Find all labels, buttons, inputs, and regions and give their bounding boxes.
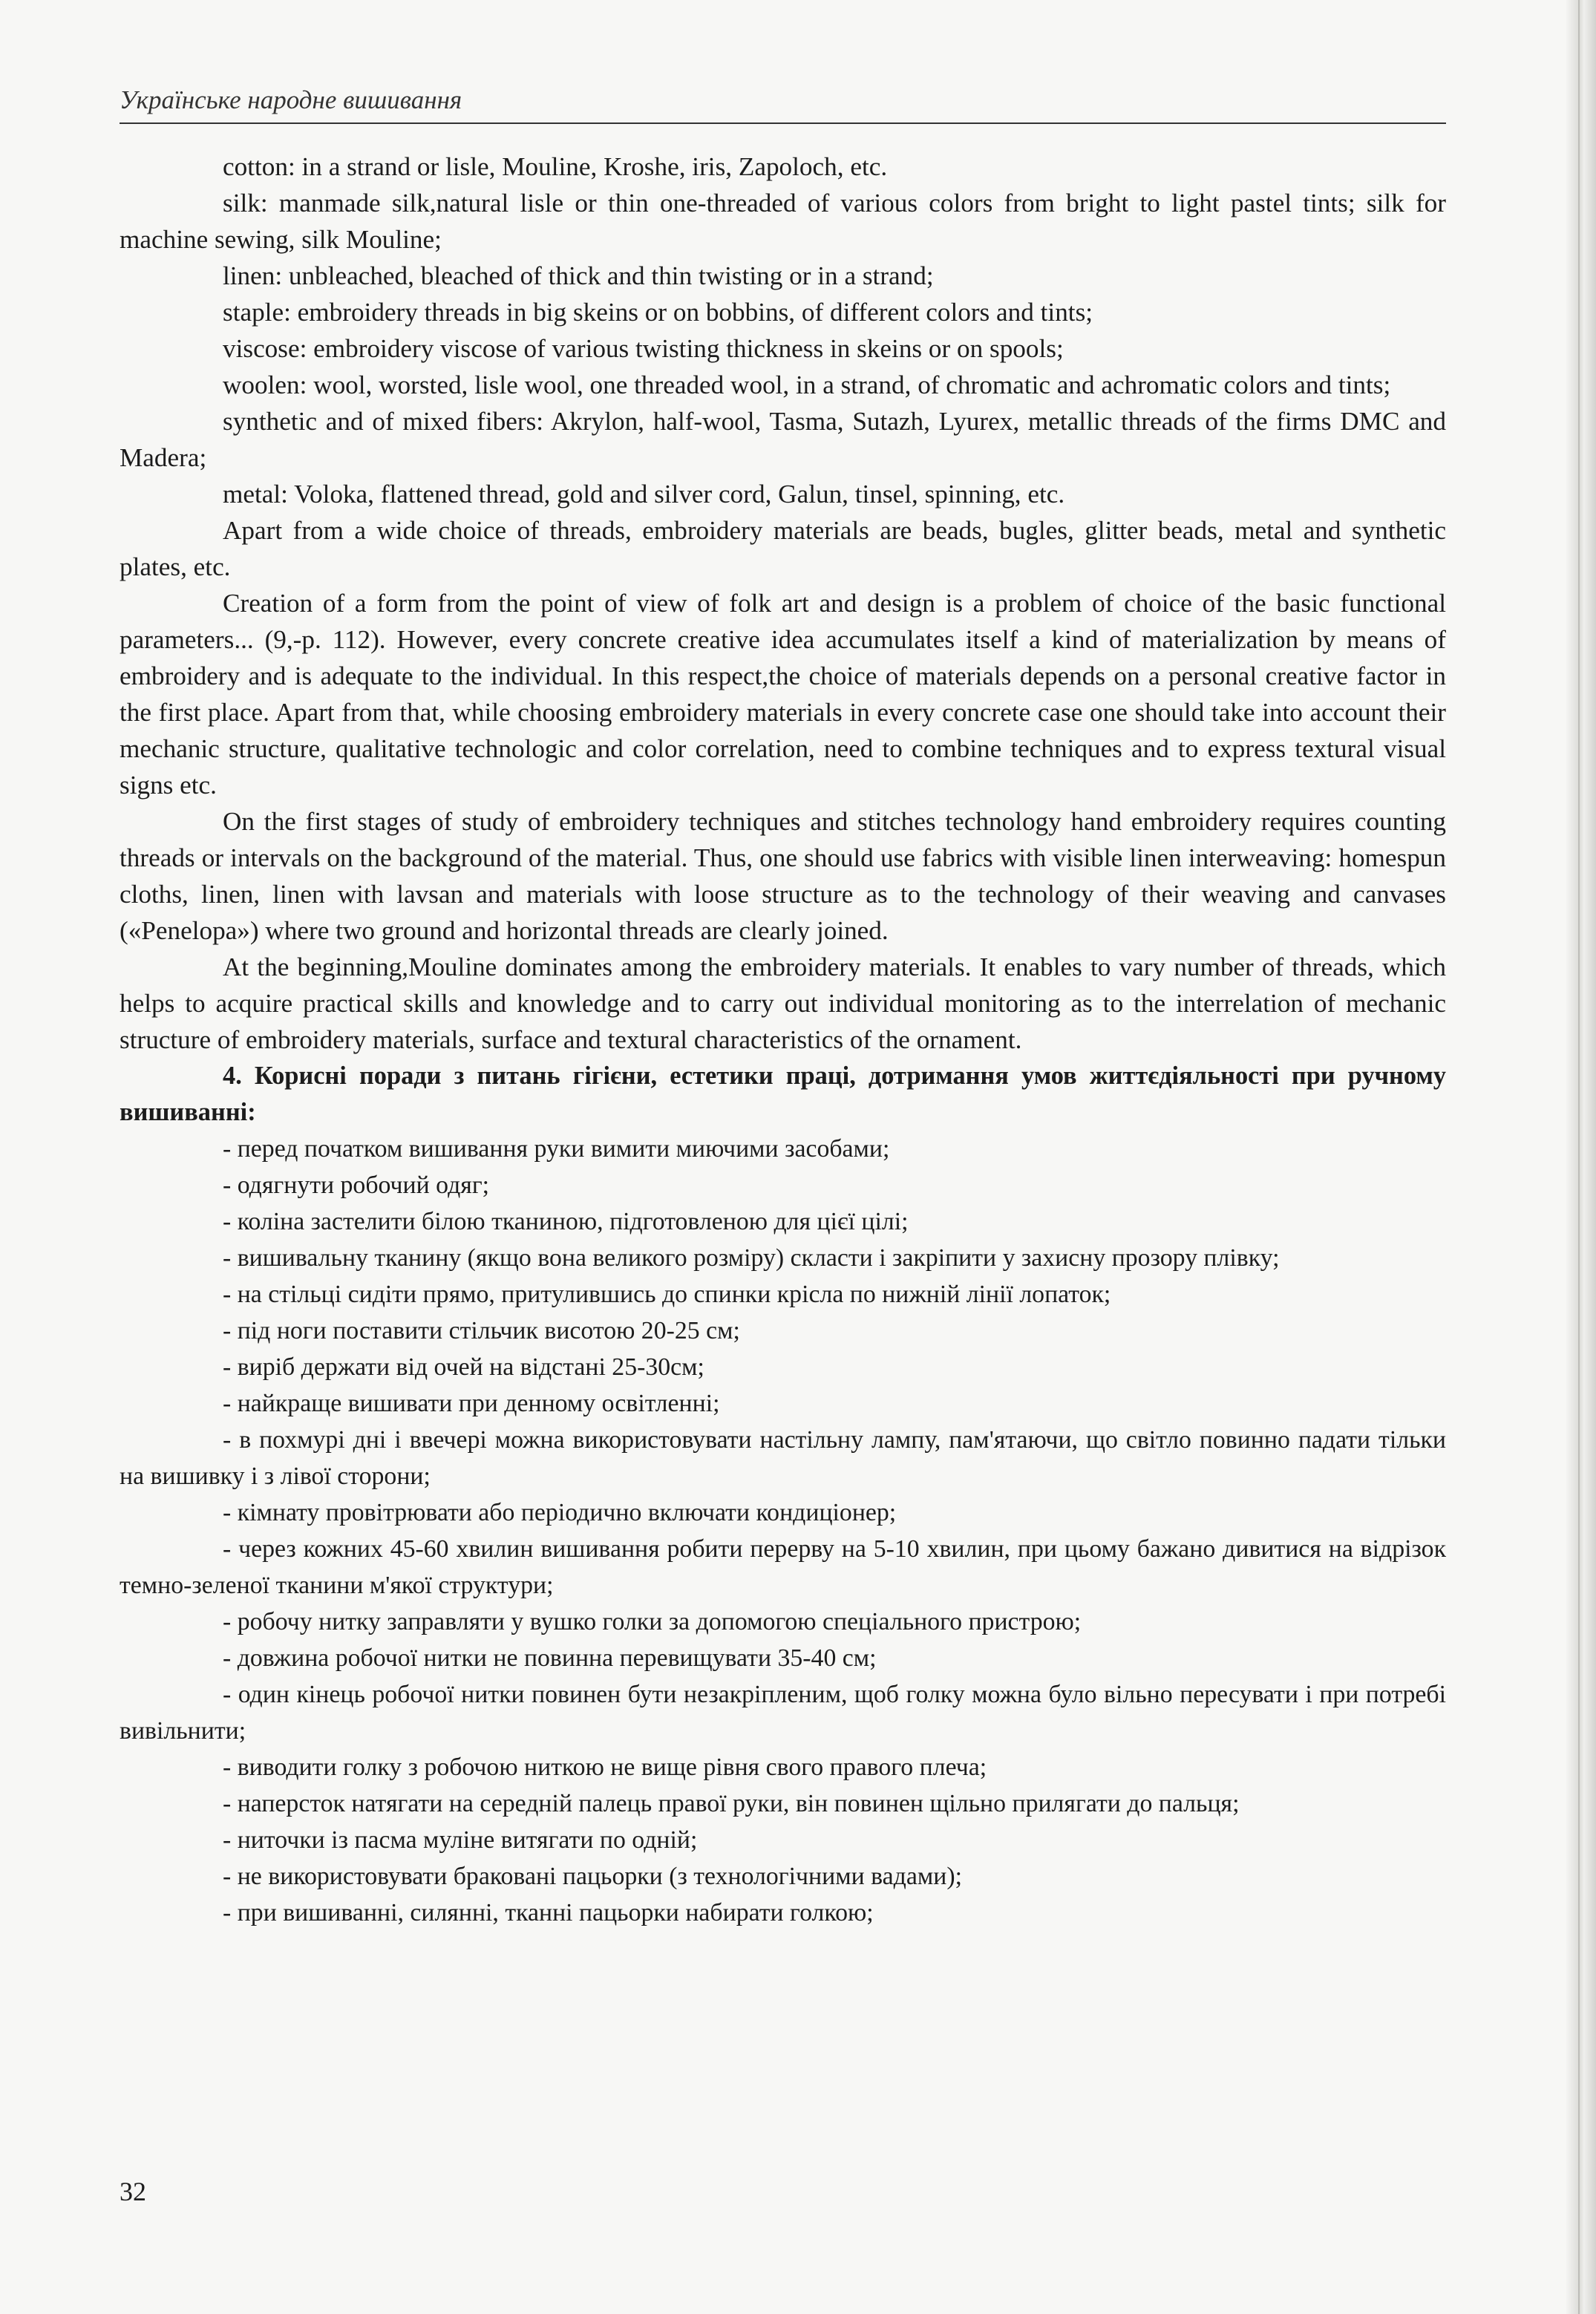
list-item: - один кінець робочої нитки повинен бути незакріпленим, щоб голку можна було вільно пересувати і при потребі вивільнити; — [120, 1681, 1446, 1745]
paragraph-form-creation: Creation of a form from the point of view of folk art and design is a problem of choice of the basic functional parameters... (9,-p. 112). However, every concrete creative idea accumulates itself a kind of materialization by means of embroidery and is adequate to the individual. In this respect,the choice of materials depends on a personal creative factor in the first place. Apart from that, while choosing embroidery materials in every concrete case one should take into account their mechanic structure, qualitative technologic and color correlation, need to combine techniques and to express textural visual signs etc. — [120, 589, 1446, 800]
list-item: - ниточки із пасма муліне витягати по одній; — [223, 1826, 698, 1854]
list-item: - коліна застелити білою тканиною, підготовленою для цієї цілі; — [223, 1208, 909, 1235]
paragraph-woolen: woolen: wool, worsted, lisle wool, one threaded wool, in a strand, of chromatic and achromatic colors and tints; — [223, 370, 1391, 399]
list-item: - найкраще вишивати при денному освітленні; — [223, 1390, 720, 1417]
english-section — [120, 148, 1446, 1058]
list-item: - вишивальну тканину (якщо вона великого розміру) скласти і закріпити у захисну прозору плівку; — [223, 1244, 1280, 1272]
list-item: - при вишиванні, силянні, тканні пацьорки набирати голкою; — [223, 1899, 874, 1926]
list-item: - виводити голку з робочою ниткою не вище рівня свого правого плеча; — [223, 1754, 987, 1781]
paragraph-silk: silk: manmade silk,natural lisle or thin one-threaded of various colors from bright to light pastel tints; silk for machine sewing, silk Mouline; — [120, 189, 1446, 254]
running-header: Українське народне вишивання — [120, 85, 462, 114]
list-item: - довжина робочої нитки не повинна перевищувати 35-40 см; — [223, 1644, 877, 1672]
section-heading: 4. Корисні поради з питань гігієни, естетики праці, дотримання умов життєдіяльності при ручному вишиванні: — [120, 1062, 1446, 1126]
list-item: - через кожних 45-60 хвилин вишивання робити перерву на 5-10 хвилин, при цьому бажано дивитися на відрізок темно-зеленої тканини м'якої структури; — [120, 1535, 1446, 1599]
paragraph-synthetic: synthetic and of mixed fibers: Akrylon, half-wool, Tasma, Sutazh, Lyurex, metallic threads of the firms DMC and Madera; — [120, 407, 1446, 472]
paragraph-metal: metal: Voloka, flattened thread, gold and silver cord, Galun, tinsel, spinning, etc. — [223, 480, 1065, 509]
paragraph-linen: linen: unbleached, bleached of thick and thin twisting or in a strand; — [223, 261, 934, 290]
list-item: - не використовувати браковані пацьорки (з технологічними вадами); — [223, 1863, 962, 1890]
list-item: - наперсток натягати на середній палець правої руки, він повинен щільно прилягати до пальця; — [223, 1790, 1240, 1817]
list-item: - одягнути робочий одяг; — [223, 1171, 490, 1199]
paragraph-first-stages: On the first stages of study of embroidery techniques and stitches technology hand embroidery requires counting threads or intervals on the background of the material. Thus, one should use fabrics with visible linen interweaving: homespun cloths, linen, linen with lavsan and materials with loose structure as to the technology of their weaving and canvases («Penelopa») where two ground and horizontal threads are clearly joined. — [120, 807, 1446, 945]
page-number: 32 — [120, 2177, 146, 2206]
paragraph-staple: staple: embroidery threads in big skeins or on bobbins, of different colors and tints; — [223, 298, 1093, 327]
list-item: - під ноги поставити стільчик висотою 20-25 см; — [223, 1317, 740, 1344]
header-rule — [120, 122, 1446, 124]
list-item: - в похмурі дні і ввечері можна використовувати настільну лампу, пам'ятаючи, що світло повинно падати тільки на вишивку і з лівої сторони; — [120, 1426, 1446, 1490]
page-body — [120, 148, 1446, 1931]
ukrainian-section — [120, 1058, 1446, 1931]
paragraph-other-materials: Apart from a wide choice of threads, embroidery materials are beads, bugles, glitter beads, metal and synthetic plates, etc. — [120, 516, 1446, 581]
paragraph-cotton: cotton: in a strand or lisle, Mouline, Kroshe, iris, Zapoloch, etc. — [223, 152, 888, 181]
page-edge-shadow — [1566, 0, 1596, 2314]
list-item: - виріб держати від очей на відстані 25-30см; — [223, 1353, 704, 1381]
list-item: - на стільці сидіти прямо, притулившись до спинки крісла по нижній лінії лопаток; — [223, 1281, 1111, 1308]
paragraph-viscose: viscose: embroidery viscose of various twisting thickness in skeins or on spools; — [223, 334, 1064, 363]
list-item: - робочу нитку заправляти у вушко голки за допомогою спеціального пристрою; — [223, 1608, 1082, 1635]
list-item: - кімнату провітрювати або періодично включати кондиціонер; — [223, 1499, 897, 1526]
list-item: - перед початком вишивання руки вимити миючими засобами; — [223, 1135, 890, 1163]
page-edge-line — [1578, 0, 1580, 2314]
paragraph-mouline: At the beginning,Mouline dominates among the embroidery materials. It enables to vary number of threads, which helps to acquire practical skills and knowledge and to carry out individual monitoring as to the interrelation of mechanic structure of embroidery materials, surface and textural characteristics of the ornament. — [120, 952, 1446, 1054]
